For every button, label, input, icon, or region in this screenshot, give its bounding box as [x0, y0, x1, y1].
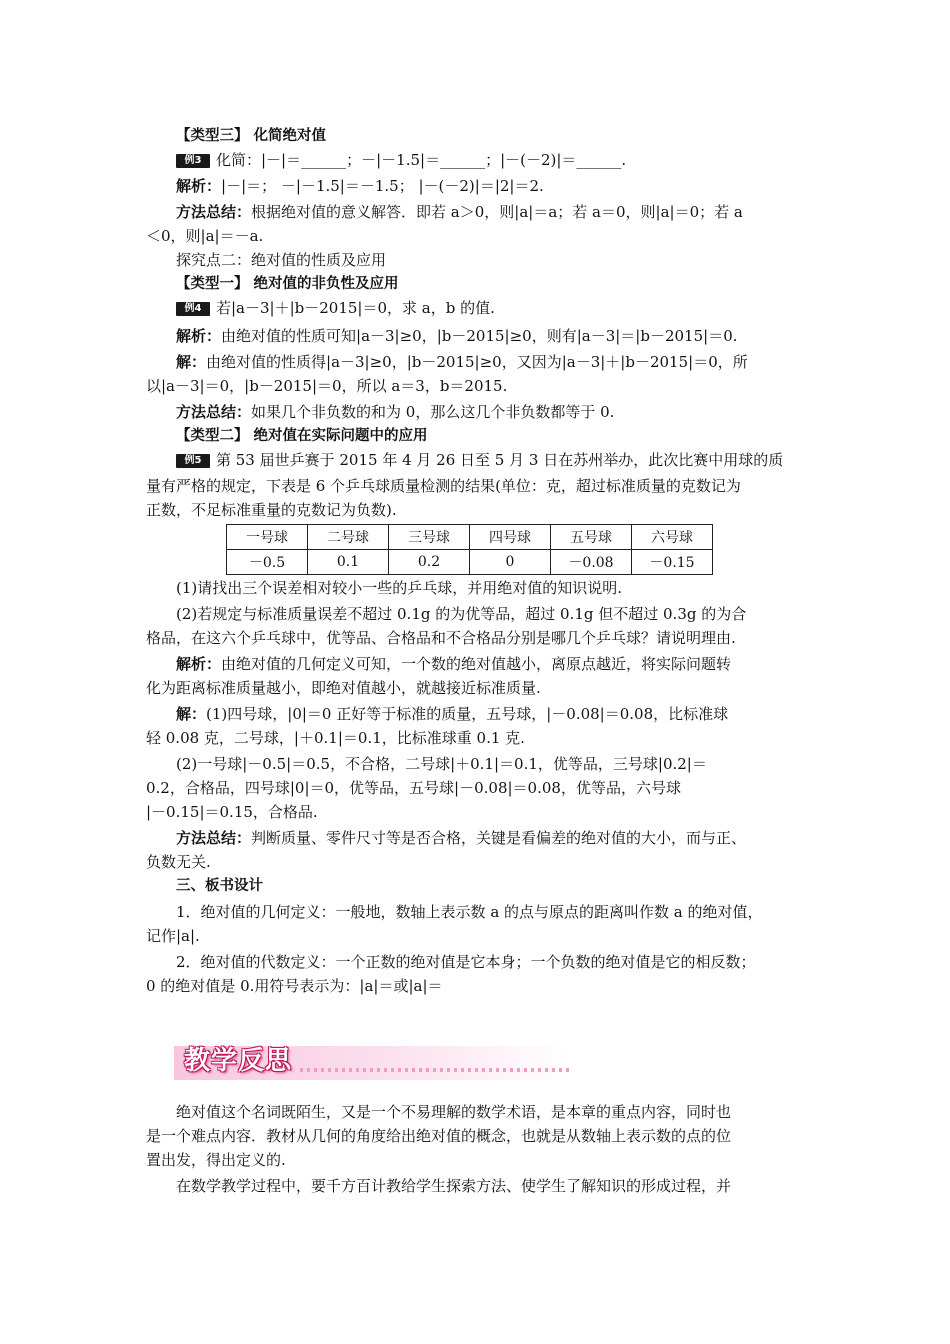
- example-badge: 例3: [176, 154, 210, 168]
- analysis-3: 解析：|－|＝； －|－1.5|＝－1.5； |－(－2)|＝|2|＝2.: [176, 177, 544, 195]
- board-item-1: 1．绝对值的几何定义：一般地，数轴上表示数 a 的点与原点的距离叫作数 a 的绝对值，: [176, 903, 763, 921]
- table-row: [227, 550, 713, 575]
- example-5: 例5 第 53 届世乒赛于 2015 年 4 月 26 日至 5 月 3 日在苏州举办，此次比赛中用球的质: [146, 448, 842, 472]
- example-4: 例4 若|a－3|＋|b－2015|＝0，求 a，b 的值.: [146, 296, 842, 320]
- banner-decoration: [300, 1068, 570, 1072]
- table-header-row: [227, 525, 713, 550]
- solution-4: 解：由绝对值的性质得|a－3|≥0，|b－2015|≥0，又因为|a－3|＋|b－2015|＝0，所: [176, 353, 748, 371]
- solution-5: 解：(1)四号球，|0|＝0 正好等于标准的质量，五号球，|－0.08|＝0.08，比标准球: [176, 705, 729, 723]
- table-cell: －0.5: [227, 550, 308, 575]
- table-header-cell: 二号球: [308, 525, 389, 550]
- example-5-cont2: 正数，不足标准重量的克数记为负数).: [146, 501, 397, 519]
- table-cell: 0.1: [308, 550, 389, 575]
- reflection-title: 教学反思: [184, 1046, 293, 1076]
- ball-mass-table: [226, 524, 713, 575]
- solution-5-part2: (2)一号球|－0.5|＝0.5，不合格，二号球|＋0.1|＝0.1，优等品，三号球|0.2|＝: [176, 755, 707, 773]
- solution-5-part2-cont2: |－0.15|＝0.15，合格品.: [146, 803, 318, 821]
- reflection-p1-cont2: 置出发，得出定义的.: [146, 1151, 286, 1169]
- question-1: (1)请找出三个误差相对较小一些的乒乓球，并用绝对值的知识说明.: [176, 579, 623, 597]
- section-type3: 【类型三】 化简绝对值: [176, 128, 327, 144]
- board-item-2-cont: 0 的绝对值是 0.用符号表示为：|a|＝或|a|＝: [146, 977, 443, 995]
- example-5-cont: 量有严格的规定，下表是 6 个乒乓球质量检测的结果(单位：克，超过标准质量的克数记为: [146, 477, 741, 495]
- reflection-p1: 绝对值这个名词既陌生，又是一个不易理解的数学术语，是本章的重点内容，同时也: [176, 1103, 732, 1121]
- table-cell: 0.2: [389, 550, 470, 575]
- table-header-cell: 四号球: [470, 525, 551, 550]
- solution-5-cont: 轻 0.08 克，二号球，|＋0.1|＝0.1，比标准球重 0.1 克.: [146, 729, 525, 747]
- analysis-4: 解析：由绝对值的性质可知|a－3|≥0，|b－2015|≥0，则有|a－3|＝|b－2015|＝0.: [176, 327, 738, 345]
- table-cell: 0: [470, 550, 551, 575]
- analysis-5-cont: 化为距离标准质量越小，即绝对值越小，就越接近标准质量.: [146, 679, 541, 697]
- section-type1: 【类型一】 绝对值的非负性及应用: [176, 276, 399, 292]
- board-item-1-cont: 记作|a|.: [146, 927, 200, 945]
- table-header-cell: 六号球: [632, 525, 713, 550]
- summary-5-cont: 负数无关.: [146, 853, 211, 871]
- question-2-cont: 格品，在这六个乒乓球中，优等品、合格品和不合格品分别是哪几个乒乓球？请说明理由.: [146, 629, 736, 647]
- example-badge: 例4: [176, 302, 210, 316]
- summary-3-cont: ＜0，则|a|＝－a.: [146, 227, 264, 245]
- reflection-p2: 在数学教学过程中，要千方百计教给学生探索方法、使学生了解知识的形成过程，并: [176, 1177, 732, 1195]
- question-2: (2)若规定与标准质量误差不超过 0.1g 的为优等品，超过 0.1g 但不超过 0.3g 的为合: [176, 605, 747, 623]
- summary-3: 方法总结：根据绝对值的意义解答．即若 a＞0，则|a|＝a；若 a＝0，则|a|＝0；若 a: [176, 203, 743, 221]
- reflection-p1-cont: 是一个难点内容．教材从几何的角度给出绝对值的概念，也就是从数轴上表示数的点的位: [146, 1127, 732, 1145]
- table-header-cell: 三号球: [389, 525, 470, 550]
- explore-point-2: 探究点二：绝对值的性质及应用: [176, 251, 387, 269]
- summary-5: 方法总结：判断质量、零件尺寸等是否合格，关键是看偏差的绝对值的大小，而与正、: [176, 829, 747, 847]
- example-badge: 例5: [176, 454, 210, 468]
- example-3: 例3 化简：|－|＝______；－|－1.5|＝______；|－(－2)|＝______.: [146, 148, 842, 172]
- table-header-cell: 五号球: [551, 525, 632, 550]
- solution-4-cont: 以|a－3|＝0，|b－2015|＝0，所以 a＝3，b＝2015.: [146, 377, 508, 395]
- board-design-heading: 三、板书设计: [176, 878, 263, 894]
- table-header-cell: 一号球: [227, 525, 308, 550]
- analysis-5: 解析：由绝对值的几何定义可知，一个数的绝对值越小，离原点越近，将实际问题转: [176, 655, 732, 673]
- table-cell: －0.15: [632, 550, 713, 575]
- summary-4: 方法总结：如果几个非负数的和为 0，那么这几个非负数都等于 0.: [176, 403, 615, 421]
- section-type2: 【类型二】 绝对值在实际问题中的应用: [176, 428, 428, 444]
- table-cell: －0.08: [551, 550, 632, 575]
- solution-5-part2-cont: 0.2，合格品，四号球|0|＝0，优等品，五号球|－0.08|＝0.08，优等品，六号球: [146, 779, 681, 797]
- board-item-2: 2．绝对值的代数定义：一个正数的绝对值是它本身；一个负数的绝对值是它的相反数；: [176, 953, 756, 971]
